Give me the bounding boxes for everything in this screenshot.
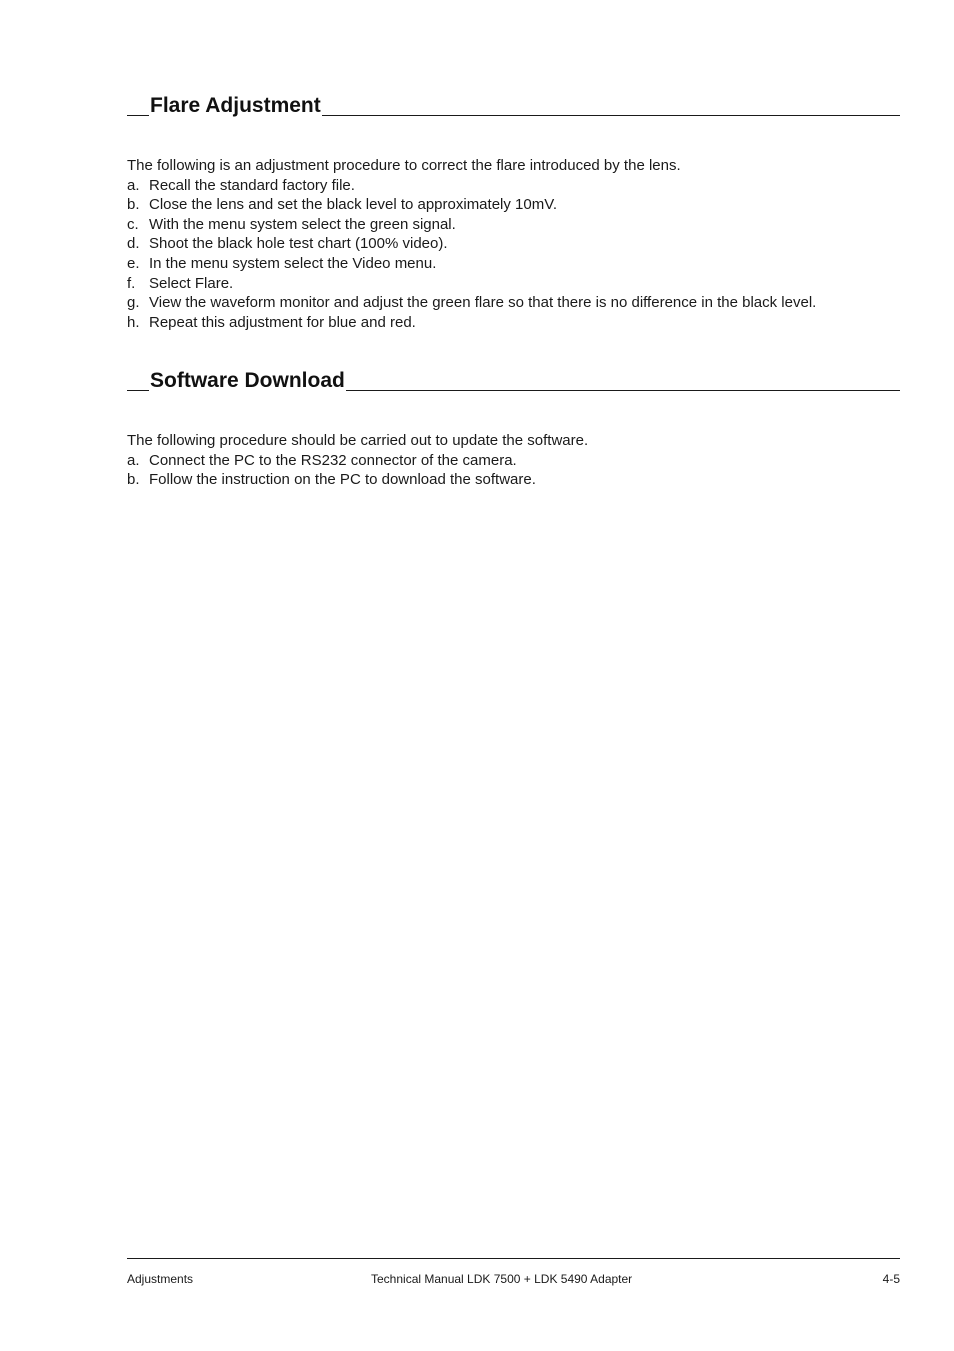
list-item <box>127 254 900 274</box>
heading-tail-rule <box>346 390 900 391</box>
list-item-text: Select Flare. <box>149 274 234 292</box>
section-intro: The following is an adjustment procedure to correct the flare introduced by the lens. <box>127 157 681 174</box>
section-title: Flare Adjustment <box>150 94 321 117</box>
document-page <box>127 0 900 1351</box>
section-heading-software-download <box>127 363 900 393</box>
list-item <box>127 313 900 333</box>
section-heading-flare-adjustment <box>127 88 900 118</box>
list-marker: d. <box>127 235 140 253</box>
list-item <box>127 451 900 471</box>
list-item-text: In the menu system select the Video menu. <box>149 254 437 272</box>
heading-lead-rule <box>127 390 149 391</box>
list-marker: f. <box>127 274 136 292</box>
list-marker: e. <box>127 254 140 272</box>
list-item-text: Follow the instruction on the PC to download the software. <box>149 471 536 489</box>
list-marker: b. <box>127 196 140 214</box>
list-item-text: Repeat this adjustment for blue and red. <box>149 313 416 331</box>
footer-manual-title: Technical Manual LDK 7500 + LDK 5490 Adapter <box>371 1272 633 1286</box>
footer-chapter: Adjustments <box>127 1272 194 1286</box>
list-item-text: Connect the PC to the RS232 connector of the camera. <box>149 451 517 469</box>
list-item <box>127 195 900 215</box>
list-item <box>127 274 900 294</box>
list-item-text: Shoot the black hole test chart (100% video). <box>149 235 448 253</box>
software-download-body <box>127 431 900 490</box>
section-title: Software Download <box>150 369 345 392</box>
list-item <box>127 176 900 196</box>
heading-tail-rule <box>322 115 900 116</box>
flare-adjustment-body <box>127 156 900 332</box>
list-item <box>127 234 900 254</box>
list-item <box>127 293 900 313</box>
footer-rule <box>127 1258 900 1259</box>
page-footer <box>127 1271 900 1287</box>
list-marker: c. <box>127 215 139 233</box>
list-marker: g. <box>127 294 140 312</box>
list-marker: b. <box>127 471 140 489</box>
list-marker: h. <box>127 313 140 331</box>
footer-page-number: 4-5 <box>882 1272 900 1286</box>
list-item <box>127 470 900 490</box>
list-marker: a. <box>127 176 140 194</box>
list-item-text: View the waveform monitor and adjust the green flare so that there is no difference in the black level. <box>149 294 817 312</box>
heading-lead-rule <box>127 115 149 116</box>
section-intro: The following procedure should be carried out to update the software. <box>127 432 589 449</box>
list-item-text: Close the lens and set the black level to approximately 10mV. <box>149 196 558 214</box>
list-marker: a. <box>127 451 140 469</box>
list-item <box>127 215 900 235</box>
list-item-text: With the menu system select the green signal. <box>149 215 456 233</box>
list-item-text: Recall the standard factory file. <box>149 176 355 194</box>
